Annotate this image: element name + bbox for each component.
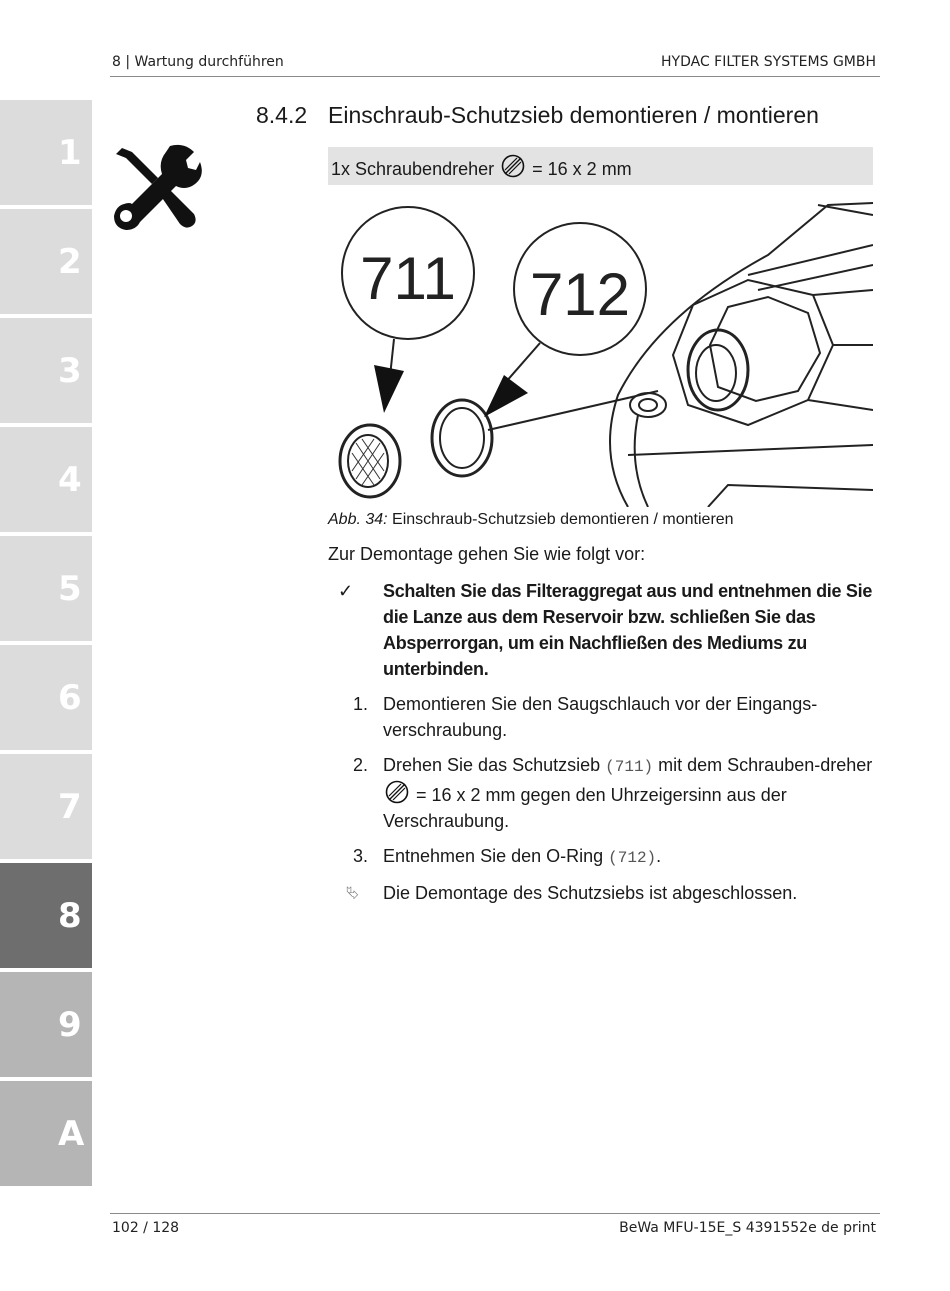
step-text: mit dem Schrauben-dreher (653, 755, 873, 775)
header-company: HYDAC FILTER SYSTEMS GMBH (661, 54, 876, 70)
page-number: 102 / 128 (112, 1220, 180, 1236)
chapter-tab-3[interactable]: 3 (0, 318, 92, 423)
figure-number: Abb. 34: (328, 511, 388, 528)
callout-711: 711 (360, 245, 456, 312)
chapter-tabs (0, 100, 92, 1190)
page-header (110, 54, 880, 77)
chapter-tab-1[interactable]: 1 (0, 100, 92, 205)
result-text: Die Demontage des Schutzsiebs ist abgeschlossen. (383, 883, 798, 903)
chapter-tab-a[interactable]: A (0, 1081, 92, 1186)
precondition-step (328, 578, 873, 682)
step-number: 3. (352, 846, 368, 866)
header-chapter: 8 | Wartung durchführen (112, 54, 284, 70)
step-2 (328, 752, 873, 834)
step-text: Drehen Sie das Schutzsieb (383, 755, 606, 775)
item-ref-711: (711) (605, 758, 654, 776)
figure-caption (328, 511, 734, 529)
diameter-symbol-icon (385, 780, 409, 804)
diameter-symbol-icon (501, 154, 525, 178)
tool-suffix: = 16 x 2 mm (532, 159, 632, 179)
callout-712: 712 (529, 261, 631, 328)
tool-prefix: 1x Schraubendreher (331, 159, 495, 179)
result-arrow-icon: ⮱ (346, 883, 359, 902)
section-heading: Einschraub-Schutzsieb demontieren / montieren (328, 102, 819, 128)
result-step (328, 880, 873, 906)
step-3 (328, 843, 873, 871)
document-id: BeWa MFU-15E_S 4391552e de print (619, 1220, 876, 1236)
technical-drawing (328, 195, 873, 507)
chapter-tab-4[interactable]: 4 (0, 427, 92, 532)
check-mark: ✓ (338, 581, 353, 601)
page-footer (110, 1213, 880, 1242)
chapter-tab-9[interactable]: 9 (0, 972, 92, 1077)
step-text: Demontieren Sie den Saugschlauch vor der Eingangs-verschraubung. (383, 694, 818, 740)
chapter-tab-6[interactable]: 6 (0, 645, 92, 750)
section-title (256, 102, 819, 129)
step-text: = 16 x 2 mm gegen den Uhrzeigersinn aus der Verschraubung. (383, 785, 787, 831)
step-text: . (656, 846, 662, 866)
step-number: 1. (352, 694, 368, 714)
chapter-tab-8[interactable]: 8 (0, 863, 92, 968)
screwdriver-wrench-icon (110, 142, 202, 234)
step-number: 2. (352, 755, 368, 775)
step-text: Entnehmen Sie den O-Ring (383, 846, 609, 866)
step-1 (328, 691, 873, 743)
intro-text: Zur Demontage gehen Sie wie folgt vor: (328, 544, 646, 564)
precondition-text: Schalten Sie das Filteraggregat aus und entnehmen die Sie die Lanze aus dem Reservoir bzw. schließen Sie das Absperrorgan, um ein Nachfließen des Mediums zu unterbinden. (383, 581, 873, 679)
chapter-tab-5[interactable]: 5 (0, 536, 92, 641)
chapter-tab-7[interactable]: 7 (0, 754, 92, 859)
instruction-steps (328, 578, 873, 915)
required-tool-box (328, 147, 873, 185)
chapter-tab-2[interactable]: 2 (0, 209, 92, 314)
section-number: 8.4.2 (256, 102, 308, 128)
figure-caption-text: Einschraub-Schutzsieb demontieren / montieren (387, 511, 734, 528)
item-ref-712: (712) (608, 849, 657, 867)
